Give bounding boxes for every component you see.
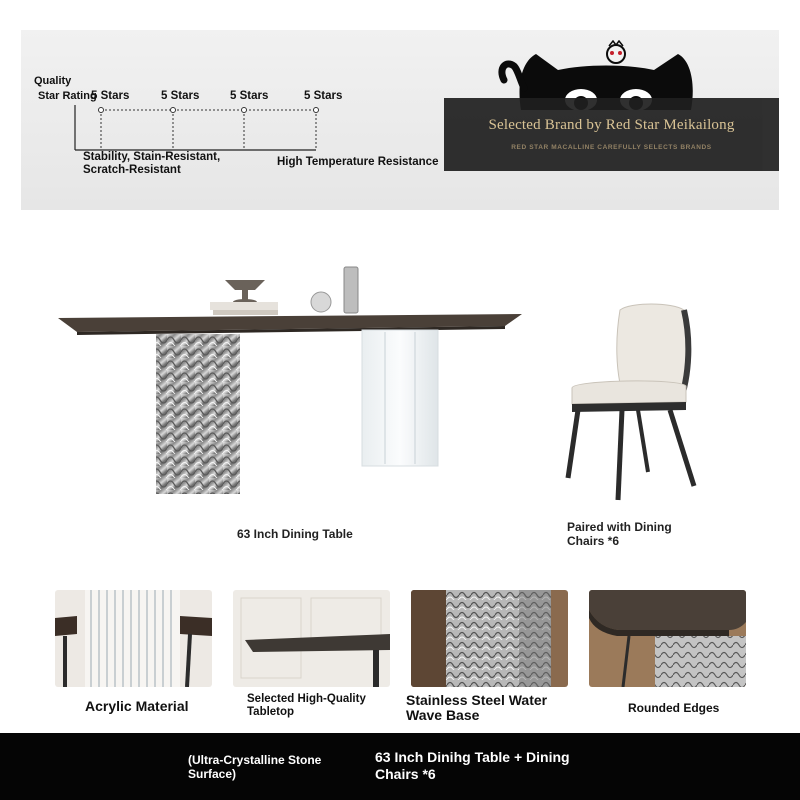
brand-title: Selected Brand by Red Star Meikailong (488, 117, 735, 133)
brand-subtitle: RED STAR MACALLINE CAREFULLY SELECTS BRANDS (511, 144, 712, 151)
stars-label-4: 5 Stars (304, 90, 343, 102)
footer-note: (Ultra-Crystalline Stone Surface) (188, 753, 322, 781)
table-caption: 63 Inch Dining Table (237, 527, 353, 541)
rating-note-left: Stability, Stain-Resistant, Scratch-Resistant (83, 151, 221, 176)
tabletop-image (233, 590, 390, 687)
footer-title: 63 Inch Dinihg Table + Dining Chairs *6 (375, 749, 570, 782)
feature-tile-steel-base (411, 590, 568, 687)
rounded-edges-image (589, 590, 746, 687)
feature-label-acrylic: Acrylic Material (85, 698, 189, 714)
feature-label-steel-base: Stainless Steel Water Wave Base (406, 692, 548, 723)
rating-title-line1: Quality (34, 75, 72, 87)
rating-bracket-chart (21, 30, 351, 160)
footer-bar (0, 733, 800, 800)
acrylic-material-image (55, 590, 212, 687)
chair-caption: Paired with Dining Chairs *6 (567, 520, 672, 548)
stars-label-1: 5 Stars (91, 90, 130, 102)
stars-label-3: 5 Stars (230, 90, 269, 102)
dining-chair-image (560, 300, 700, 505)
feature-label-rounded-edges: Rounded Edges (628, 701, 720, 715)
feature-tile-acrylic (55, 590, 212, 687)
stars-label-2: 5 Stars (161, 90, 200, 102)
feature-tile-rounded-edges (589, 590, 746, 687)
feature-tile-tabletop (233, 590, 390, 687)
dining-table-image (55, 262, 530, 502)
brand-box (444, 98, 779, 171)
rating-note-right: High Temperature Resistance (277, 156, 439, 168)
steel-wave-base-image (411, 590, 568, 687)
feature-label-tabletop: Selected High-Quality Tabletop (247, 693, 366, 718)
rating-title-line2: Star Rating (38, 90, 97, 102)
brand-banner (21, 30, 779, 210)
